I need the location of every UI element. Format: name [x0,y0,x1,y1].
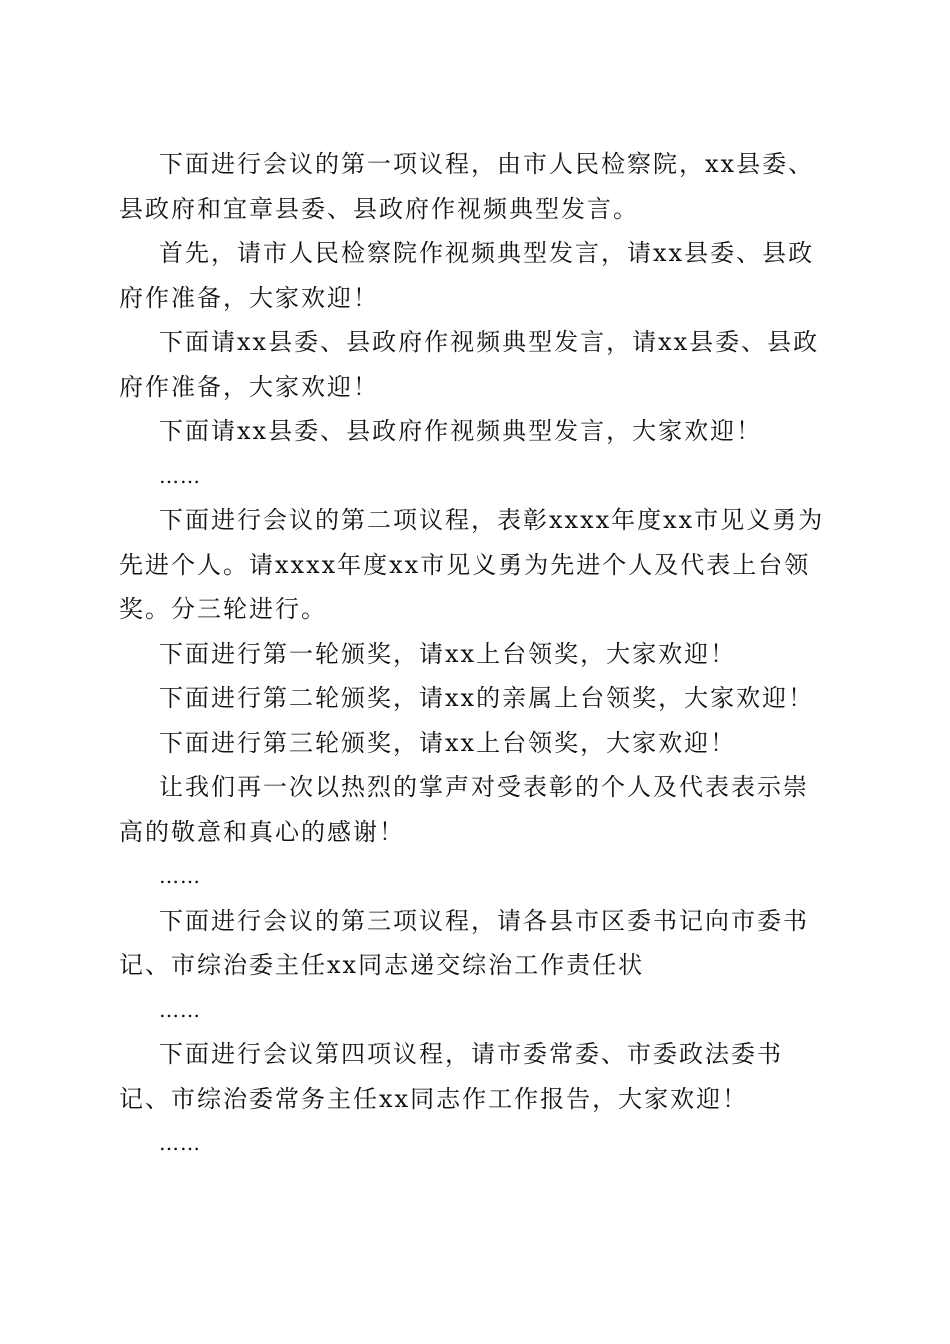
paragraph-agenda-2: 下面进行会议的第二项议程，表彰xxxx年度xx市见义勇为先进个人。请xxxx年度xx市见义勇为先进个人及代表上台领奖。分三轮进行。 [119,506,825,623]
ellipsis-4: …… [159,1131,201,1155]
document-body [119,142,834,1166]
paragraph-agenda-1: 下面进行会议的第一项议程，由市人民检察院，xx县委、县政府和宜章县委、县政府作视频典型发言。 [119,150,815,223]
ellipsis-3: …… [159,997,201,1022]
paragraph-agenda-4: 下面进行会议第四项议程，请市委常委、市委政法委书记、市综治委常务主任xx同志作工作报告，大家欢迎！ [119,1040,783,1113]
paragraph-award-round-2: 下面进行第二轮颁奖，请xx的亲属上台领奖，大家欢迎！ [159,684,815,712]
paragraph-first-speech: 首先，请市人民检察院作视频典型发言，请xx县委、县政府作准备，大家欢迎！ [119,239,815,312]
paragraph-agenda-3: 下面进行会议的第三项议程，请各县市区委书记向市委书记、市综治委主任xx同志递交综治工作责任状 [119,906,809,979]
paragraph-award-round-1: 下面进行第一轮颁奖，请xx上台领奖，大家欢迎！ [159,639,737,668]
ellipsis-2: …… [159,864,201,888]
paragraph-third-speech: 下面请xx县委、县政府作视频典型发言，大家欢迎！ [159,417,763,445]
paragraph-second-speech: 下面请xx县委、县政府作视频典型发言，请xx县委、县政府作准备，大家欢迎！ [119,328,820,401]
paragraph-applause: 让我们再一次以热烈的掌声对受表彰的个人及代表表示崇高的敬意和真心的感谢！ [119,773,809,846]
paragraph-award-round-3: 下面进行第三轮颁奖，请xx上台领奖，大家欢迎！ [159,728,737,757]
ellipsis-1: …… [159,463,201,488]
